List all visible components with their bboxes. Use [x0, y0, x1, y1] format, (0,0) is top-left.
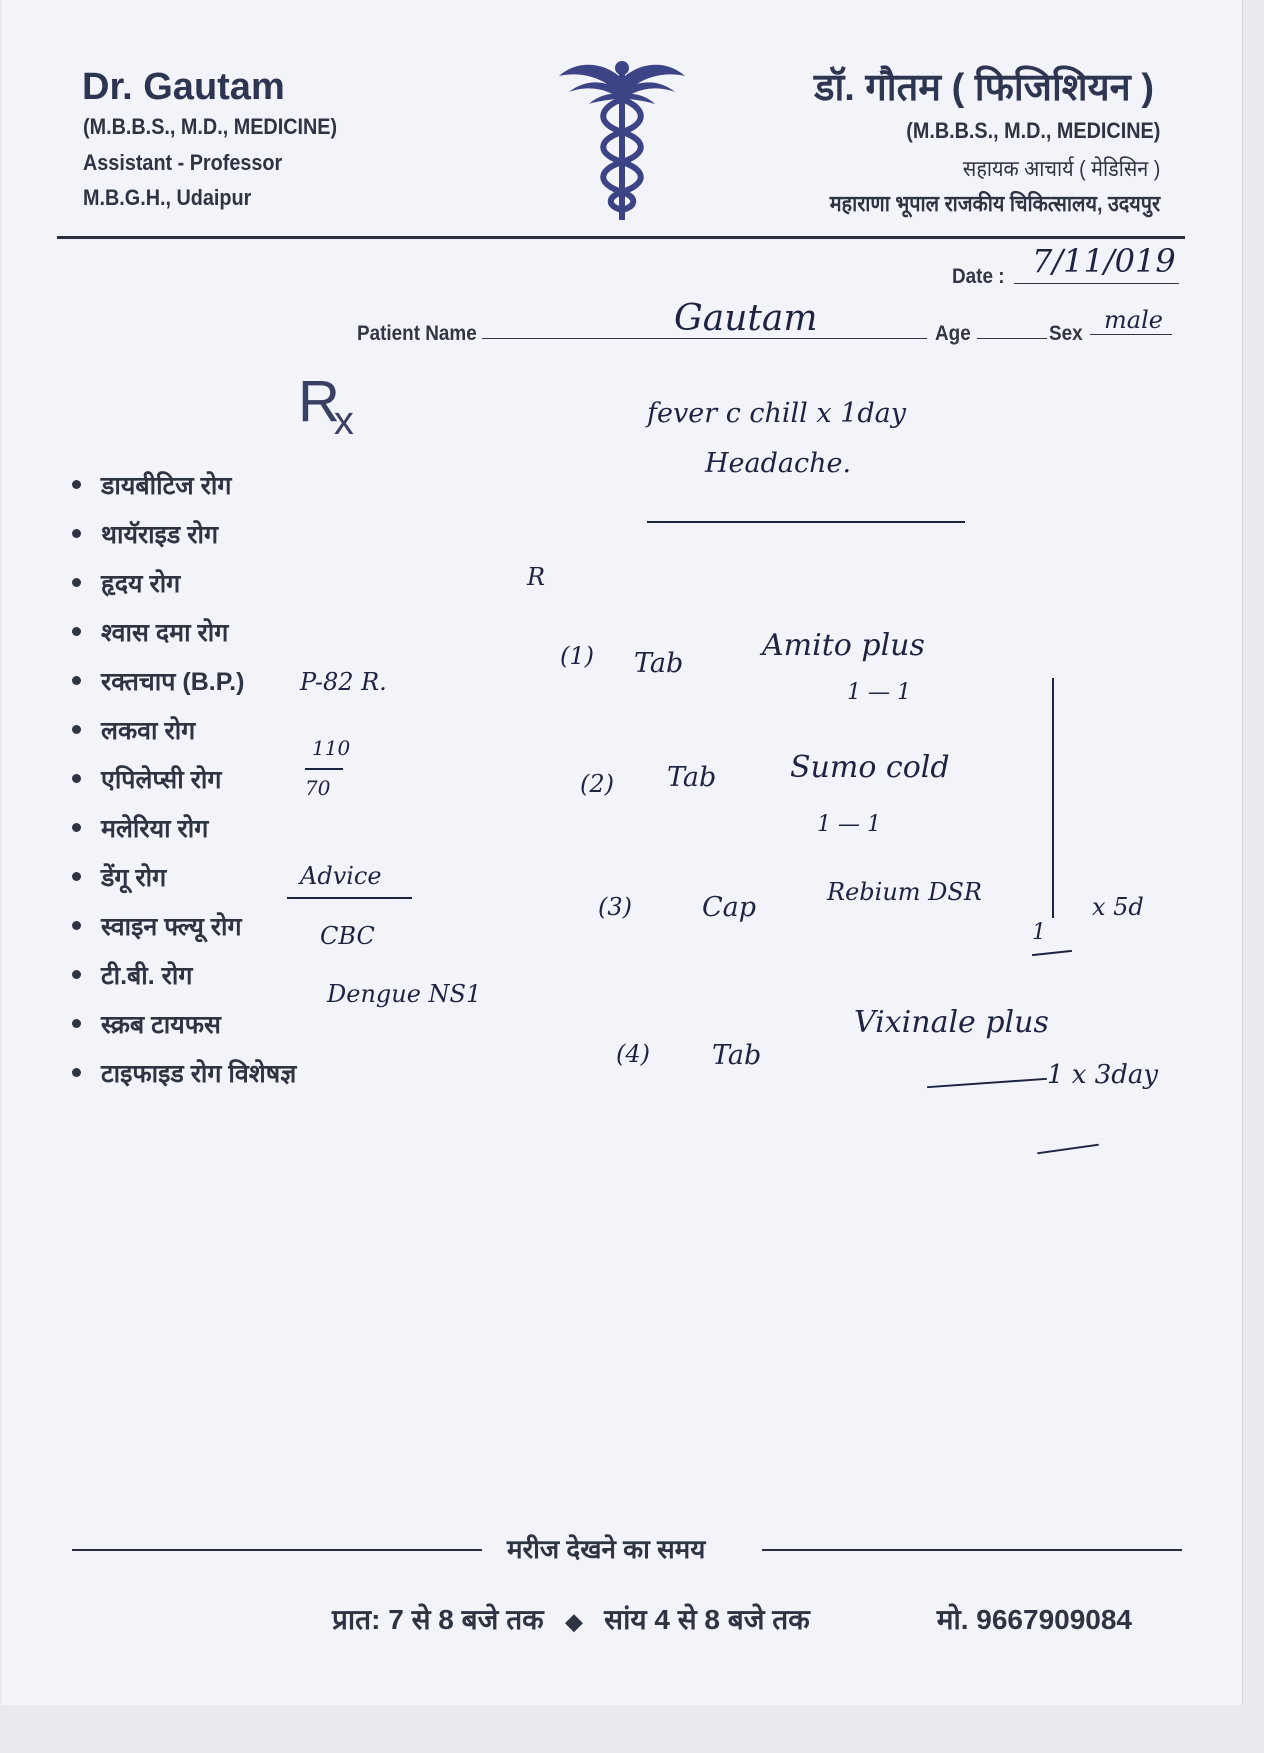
rx-symbol [298, 368, 354, 444]
specialty-label: डायबीटिज रोग [101, 471, 232, 500]
advice-label: Advice [300, 862, 382, 890]
rx-letter: R [298, 369, 340, 434]
bullet-icon [72, 725, 81, 734]
medicine-form: Tab [712, 1040, 762, 1071]
medicine-dose: 1 [1032, 920, 1046, 945]
bullet-icon [72, 774, 81, 783]
hospital-name: M.B.G.H., Udaipur [83, 185, 252, 210]
ink-tick [1032, 950, 1072, 956]
mobile-number: मो. 9667909084 [936, 1604, 1132, 1635]
bullet-icon [72, 578, 81, 587]
list-item [72, 852, 296, 901]
specialty-label: श्वास दमा रोग [101, 618, 229, 647]
bullet-icon [72, 1019, 81, 1028]
rx-subscript: x [333, 398, 354, 443]
ink-tick [1037, 1144, 1099, 1155]
list-item [72, 901, 296, 950]
medicine-number: (4) [616, 1040, 650, 1068]
doctor-degrees-right: (M.B.B.S., M.D., MEDICINE) [905, 118, 1160, 143]
date-label: Date : [952, 265, 1005, 288]
specialty-label: डेंगू रोग [101, 863, 167, 892]
medicine-bracket [1052, 678, 1054, 918]
complaint-line-2: Headache. [705, 448, 852, 479]
list-item [72, 1048, 296, 1097]
doctor-designation-hindi: सहायक आचार्य ( मेडिसिन ) [962, 156, 1160, 181]
list-item [72, 558, 296, 607]
medicine-name: Sumo cold [790, 750, 950, 785]
specialty-label: एपिलेप्सी रोग [101, 765, 222, 794]
specialty-label: लकवा रोग [101, 716, 196, 745]
advice-item-cbc: CBC [320, 922, 375, 950]
timing-row [332, 1600, 810, 1638]
age-label: Age [935, 322, 971, 345]
specialty-list [72, 460, 296, 1097]
bullet-icon [72, 480, 81, 489]
bp-divider [305, 768, 343, 770]
medicine-number: (2) [580, 770, 614, 798]
list-item [72, 999, 296, 1048]
medicine-dose: 1 — 1 [847, 680, 911, 705]
evening-timing: सांय 4 से 8 बजे तक [604, 1604, 810, 1635]
pulse-rate: P-82 R. [300, 668, 387, 696]
date-value: 7/11/019 [1032, 242, 1176, 280]
sex-label: Sex [1049, 322, 1083, 345]
sex-value: male [1104, 306, 1163, 334]
medicine-form: Cap [702, 892, 757, 923]
specialty-label: थायॅराइड रोग [101, 520, 219, 549]
visiting-hours-label: मरीज देखने का समय [507, 1534, 706, 1564]
footer-rule-right [762, 1549, 1182, 1551]
rx-mark: R [527, 563, 546, 591]
advice-underline [287, 897, 412, 899]
bullet-icon [72, 676, 81, 685]
bullet-icon [72, 921, 81, 930]
list-item [72, 460, 296, 509]
prescription-sheet [2, 0, 1243, 1705]
header-divider [57, 236, 1185, 239]
sex-line [1090, 334, 1172, 335]
complaint-line-1: fever c chill x 1day [647, 398, 907, 429]
list-item [72, 705, 296, 754]
complaint-underline [647, 521, 965, 523]
caduceus-icon [557, 54, 687, 224]
medicine-name: Vixinale plus [854, 1005, 1049, 1040]
bp-diastolic: 70 [305, 776, 331, 800]
date-line [1014, 283, 1179, 284]
medicine-form: Tab [634, 648, 684, 679]
medicine-number: (3) [598, 893, 632, 921]
hospital-name-hindi: महाराणा भूपाल राजकीय चिकित्सालय, उदयपुर [829, 191, 1160, 216]
medicine-number: (1) [560, 642, 594, 670]
specialty-label: टाइफाइड रोग विशेषज्ञ [101, 1059, 297, 1088]
doctor-designation: Assistant - Professor [83, 150, 283, 175]
bullet-icon [72, 970, 81, 979]
bullet-icon [72, 823, 81, 832]
footer-rule-left [72, 1549, 482, 1551]
specialty-label: स्वाइन फ्ल्यू रोग [101, 912, 242, 941]
age-line [977, 338, 1047, 339]
specialty-label: रक्तचाप (B.P.) [101, 667, 245, 696]
bullet-icon [72, 529, 81, 538]
bp-systolic: 110 [312, 736, 351, 760]
medicine-name: Amito plus [762, 628, 925, 663]
specialty-label: मलेरिया रोग [101, 814, 209, 843]
doctor-degrees: (M.B.B.S., M.D., MEDICINE) [83, 114, 338, 139]
list-item [72, 803, 296, 852]
medicine-form: Tab [667, 762, 717, 793]
doctor-name: Dr. Gautam [82, 66, 285, 108]
advice-item-dengue: Dengue NS1 [327, 980, 482, 1008]
medicine-name: Rebium DSR [827, 878, 982, 906]
list-item [72, 509, 296, 558]
patient-name-value: Gautam [674, 298, 818, 339]
specialty-label: हृदय रोग [101, 569, 181, 598]
list-item [72, 607, 296, 656]
dose-dash [927, 1078, 1047, 1088]
medicine-dose: 1 x 3day [1047, 1060, 1159, 1090]
specialty-label: स्क्रब टायफस [101, 1010, 221, 1039]
medicine-dose: 1 — 1 [817, 812, 881, 837]
bullet-icon [72, 627, 81, 636]
morning-timing: प्रात: 7 से 8 बजे तक [332, 1604, 544, 1635]
bullet-icon [72, 1068, 81, 1077]
list-item [72, 656, 296, 705]
bullet-icon [72, 872, 81, 881]
list-item [72, 754, 296, 803]
list-item [72, 950, 296, 999]
specialty-label: टी.बी. रोग [101, 961, 193, 990]
doctor-name-hindi: डॉ. गौतम ( फिजिशियन ) [814, 67, 1154, 109]
diamond-icon: ◆ [565, 1609, 583, 1634]
duration-note: x 5d [1092, 893, 1144, 921]
patient-name-label: Patient Name [357, 322, 477, 345]
